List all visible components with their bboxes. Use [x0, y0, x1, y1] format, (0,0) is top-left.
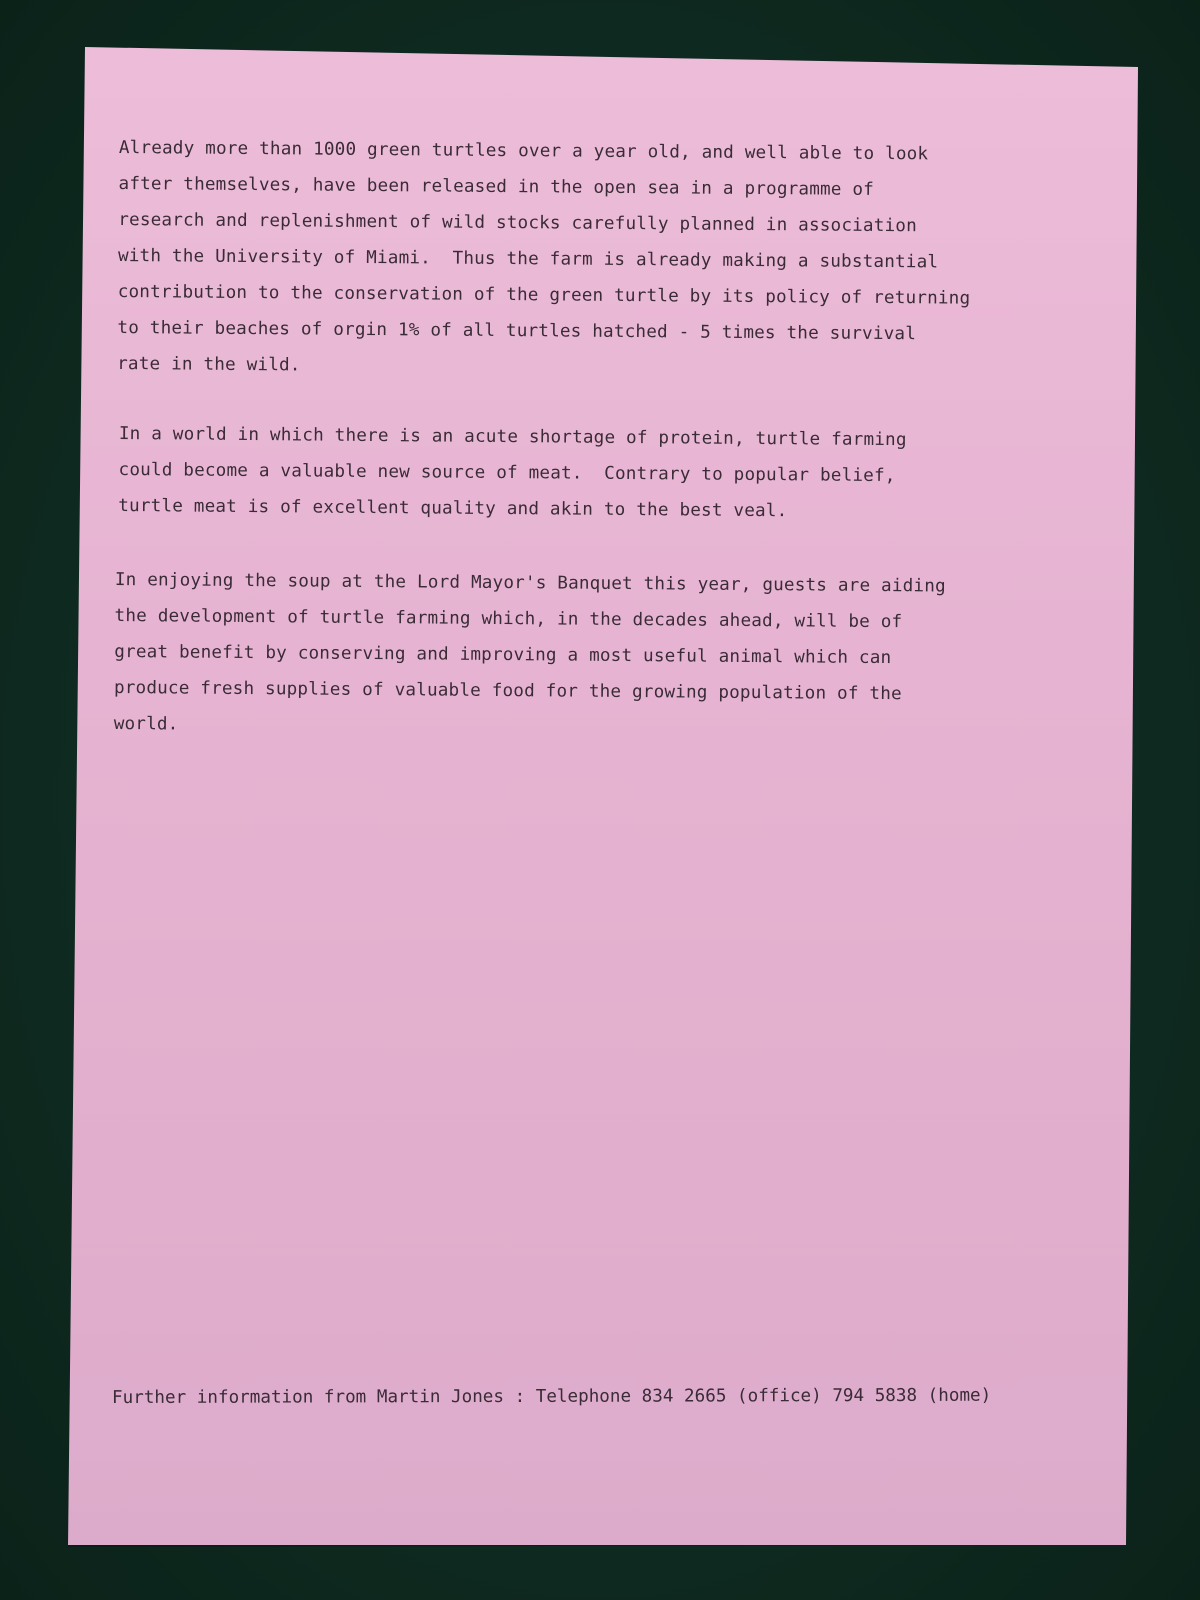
contact-footer: Further information from Martin Jones : Telephone 834 2665 (office) 794 5838 (home) [112, 1385, 992, 1408]
text-line: could become a valuable new source of meat. Contrary to popular belief, [118, 459, 896, 487]
text-line: with the University of Miami. Thus the farm is already making a substantial [117, 245, 939, 273]
paragraph-lord-mayors-banquet [113, 562, 946, 748]
text-line: contribution to the conservation of the green turtle by its policy of returning [117, 281, 971, 309]
text-line: the development of turtle farming which, in the decades ahead, will be of [114, 605, 903, 633]
text-line: world. [113, 713, 179, 735]
text-line: rate in the wild. [117, 353, 301, 376]
text-line: In a world in which there is an acute shortage of protein, turtle farming [118, 423, 907, 451]
text-line: In enjoying the soup at the Lord Mayor's Banquet this year, guests are aiding [114, 569, 946, 597]
text-line: research and replenishment of wild stocks carefully planned in association [118, 209, 917, 237]
text-line: great benefit by conserving and improving a most useful animal which can [114, 641, 892, 669]
text-line: Already more than 1000 green turtles over a year old, and well able to look [118, 137, 929, 165]
paragraph-protein-shortage [118, 416, 939, 530]
text-line: after themselves, have been released in the open sea in a programme of [118, 173, 875, 200]
text-line: turtle meat is of excellent quality and akin to the best veal. [118, 495, 788, 522]
text-line: to their beaches of orgin 1% of all turtles hatched - 5 times the survival [117, 317, 917, 345]
text-line: produce fresh supplies of valuable food for the growing population of the [113, 677, 902, 705]
paragraph-turtle-release [117, 130, 971, 388]
